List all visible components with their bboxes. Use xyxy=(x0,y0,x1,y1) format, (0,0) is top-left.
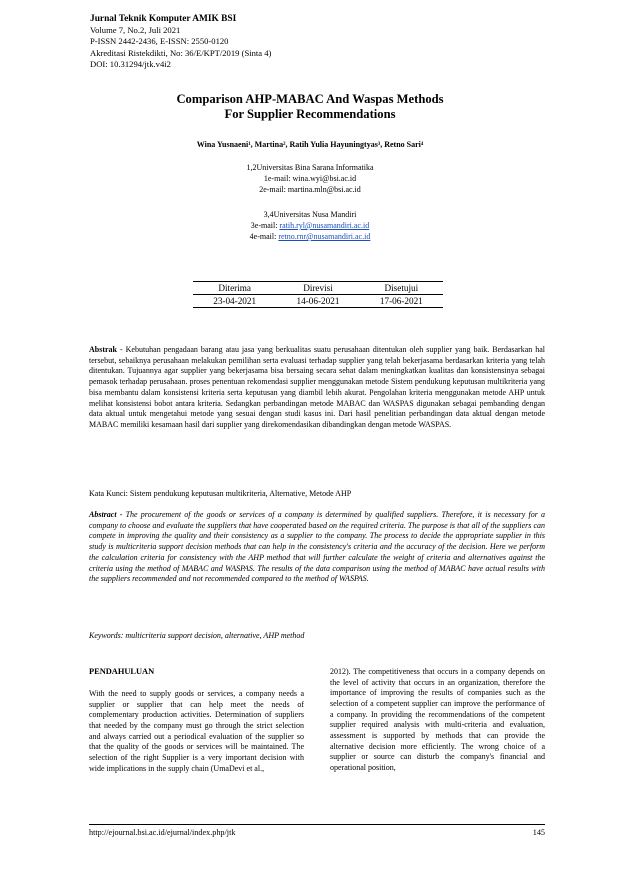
abstract-text: - The procurement of the goods or services of a company is determined by qualified suppliers. Therefore, it is necessary for a company to choose and evaluate the suppliers that have cooperated based on the required criteria. The purpose is that all of the suppliers can compete in improving the quality and their consistency as a supplier to the company. The process to decide the appropriate supplier in this study is multicriteria support decision methods that can help in the consistency's criteria and the accuracy of the decision. Here we perform the calculation criteria for consistency with the AHP method that will further calculate the weight of criteria and alternatives against the criteria using the method of MABAC and WASPAS. The results of the data comparison using the method of MABAC have actual results with the suppliers recommended and not recommended compared to the method of WASPAS. xyxy=(89,510,545,584)
email-line-1: 1e-mail: wina.wyi@bsi.ac.id xyxy=(263,174,357,183)
email-line-2: 2e-mail: martina.mln@bsi.ac.id xyxy=(259,185,361,194)
journal-doi: DOI: 10.31294/jtk.v4i2 xyxy=(90,58,171,69)
abstract-paragraph xyxy=(89,510,545,585)
email-4-link[interactable]: retno.rnr@nusamandiri.ac.id xyxy=(278,232,371,241)
date-header-accepted: Disetujui xyxy=(360,282,443,295)
author-list: Wina Yusnaeni¹, Martina², Ratih Yulia Hayuningtyas³, Retno Sari⁴ xyxy=(196,140,424,149)
affiliation-1 xyxy=(0,162,620,195)
university-2: 3,4Universitas Nusa Mandiri xyxy=(263,210,357,219)
date-accepted: 17-06-2021 xyxy=(360,295,443,308)
journal-accreditation: Akreditasi Ristekdikti, No: 36/E/KPT/2019 (Sinta 4) xyxy=(90,47,272,58)
paper-title-line1: Comparison AHP-MABAC And Waspas Methods xyxy=(176,92,444,106)
email-1: wina.wyi@bsi.ac.id xyxy=(292,174,357,183)
date-header-received: Diterima xyxy=(193,282,276,295)
body-column-left: With the need to supply goods or services, a company needs a supplier or supplier that can help meet the needs of complementary production activities. Determination of suppliers that needed by the company must go through the strict selection and always carried out a periodical evaluation of the supplier so that the quality of the goods or services will be maintained. The selection of the right Supplier is a very important decision with wide implications in the supply chain (UmaDevi et al., xyxy=(89,689,304,773)
journal-url[interactable]: http://ejournal.bsi.ac.id/ejurnal/index.php/jtk xyxy=(89,828,236,837)
paper-title xyxy=(0,92,620,122)
abstrak-text: - Kebutuhan pengadaan barang atau jasa yang berkualitas suatu perusahaan ditentukan oleh supplier yang baik. Berdasarkan hal tersebut, sebaiknya perusahaan melakukan pemilihan serta evaluasi terhadap supplier yang telah bekerjasama berdasarkan kriteria yang telah ditentukan. Tujuannya agar supplier yang bekerjasama bisa bersaing secara sehat dalam meningkatkan kualitas dan konsistensinya sebagai pemasok terhadap perusahaan. proses penentuan rekomendasi supplier menggunakan metode Sistem pendukung keputusan multikriteria yang bisa membantu dalam konsistensi kriteria serta keputusan yang diambil lebih akurat. Pengolahan kriteria menggunakan metode AHP untuk melihat konsistensi bobot antara kriteria. Sedangkan perbandingan metode MABAC dan WASPAS digunakan sebagai pembanding dengan data aktual untuk mengetahui metode yang sesuai dengan studi kasus ini. Dari hasil penelitian perbandingan data aktual dengan metode MABAC memiliki kesamaan hasil dari supplier yang direkomendasikan dibandingkan dengan metode WASPAS. xyxy=(89,345,545,429)
page-footer xyxy=(89,828,545,837)
paper-title-line2: For Supplier Recommendations xyxy=(224,107,396,121)
keywords: Keywords: multicriteria support decision, alternative, AHP method xyxy=(89,631,305,640)
kata-kunci: Kata Kunci: Sistem pendukung keputusan multikriteria, Alternative, Metode AHP xyxy=(89,489,352,498)
affiliation-2 xyxy=(0,209,620,242)
abstrak-label: Abstrak xyxy=(89,345,118,354)
abstrak-paragraph xyxy=(89,345,545,431)
footer-rule xyxy=(89,824,545,825)
university-1: 1,2Universitas Bina Sarana Informatika xyxy=(246,163,374,172)
dates-value-row xyxy=(193,295,443,308)
journal-header xyxy=(90,14,271,70)
body-column-right: 2012). The competitiveness that occurs in a company depends on the level of activity that occurs in an organization, therefore the importance of improving the results of companies such as the selection of a competent supplier can improve the performance of a company. In providing the recommendations of the competent supplier required analysis with multi-criteria and evaluation, assessment is supported by methods that can provide the alternative decision more efficiently. The wrong choice of a supplier or source can disturb the company's financial and operational position, xyxy=(330,667,545,772)
section-title: PENDAHULUAN xyxy=(89,667,155,676)
submission-dates-table xyxy=(193,281,443,308)
email-line-3: 3e-mail: ratih.ryl@nusamandiri.ac.id xyxy=(250,221,370,230)
date-header-revised: Direvisi xyxy=(276,282,359,295)
journal-title: Jurnal Teknik Komputer AMIK BSI xyxy=(90,14,237,24)
abstract-label: Abstract xyxy=(89,510,117,519)
email-3-link[interactable]: ratih.ryl@nusamandiri.ac.id xyxy=(279,221,370,230)
email-line-4: 4e-mail: retno.rnr@nusamandiri.ac.id xyxy=(249,232,371,241)
date-received: 23-04-2021 xyxy=(193,295,276,308)
journal-issn: P-ISSN 2442-2436, E-ISSN: 2550-0120 xyxy=(90,36,229,47)
journal-volume: Volume 7, No.2, Juli 2021 xyxy=(90,25,181,36)
page-number: 145 xyxy=(532,828,545,837)
dates-header-row xyxy=(193,282,443,295)
email-2: martina.mln@bsi.ac.id xyxy=(287,185,361,194)
date-revised: 14-06-2021 xyxy=(276,295,359,308)
